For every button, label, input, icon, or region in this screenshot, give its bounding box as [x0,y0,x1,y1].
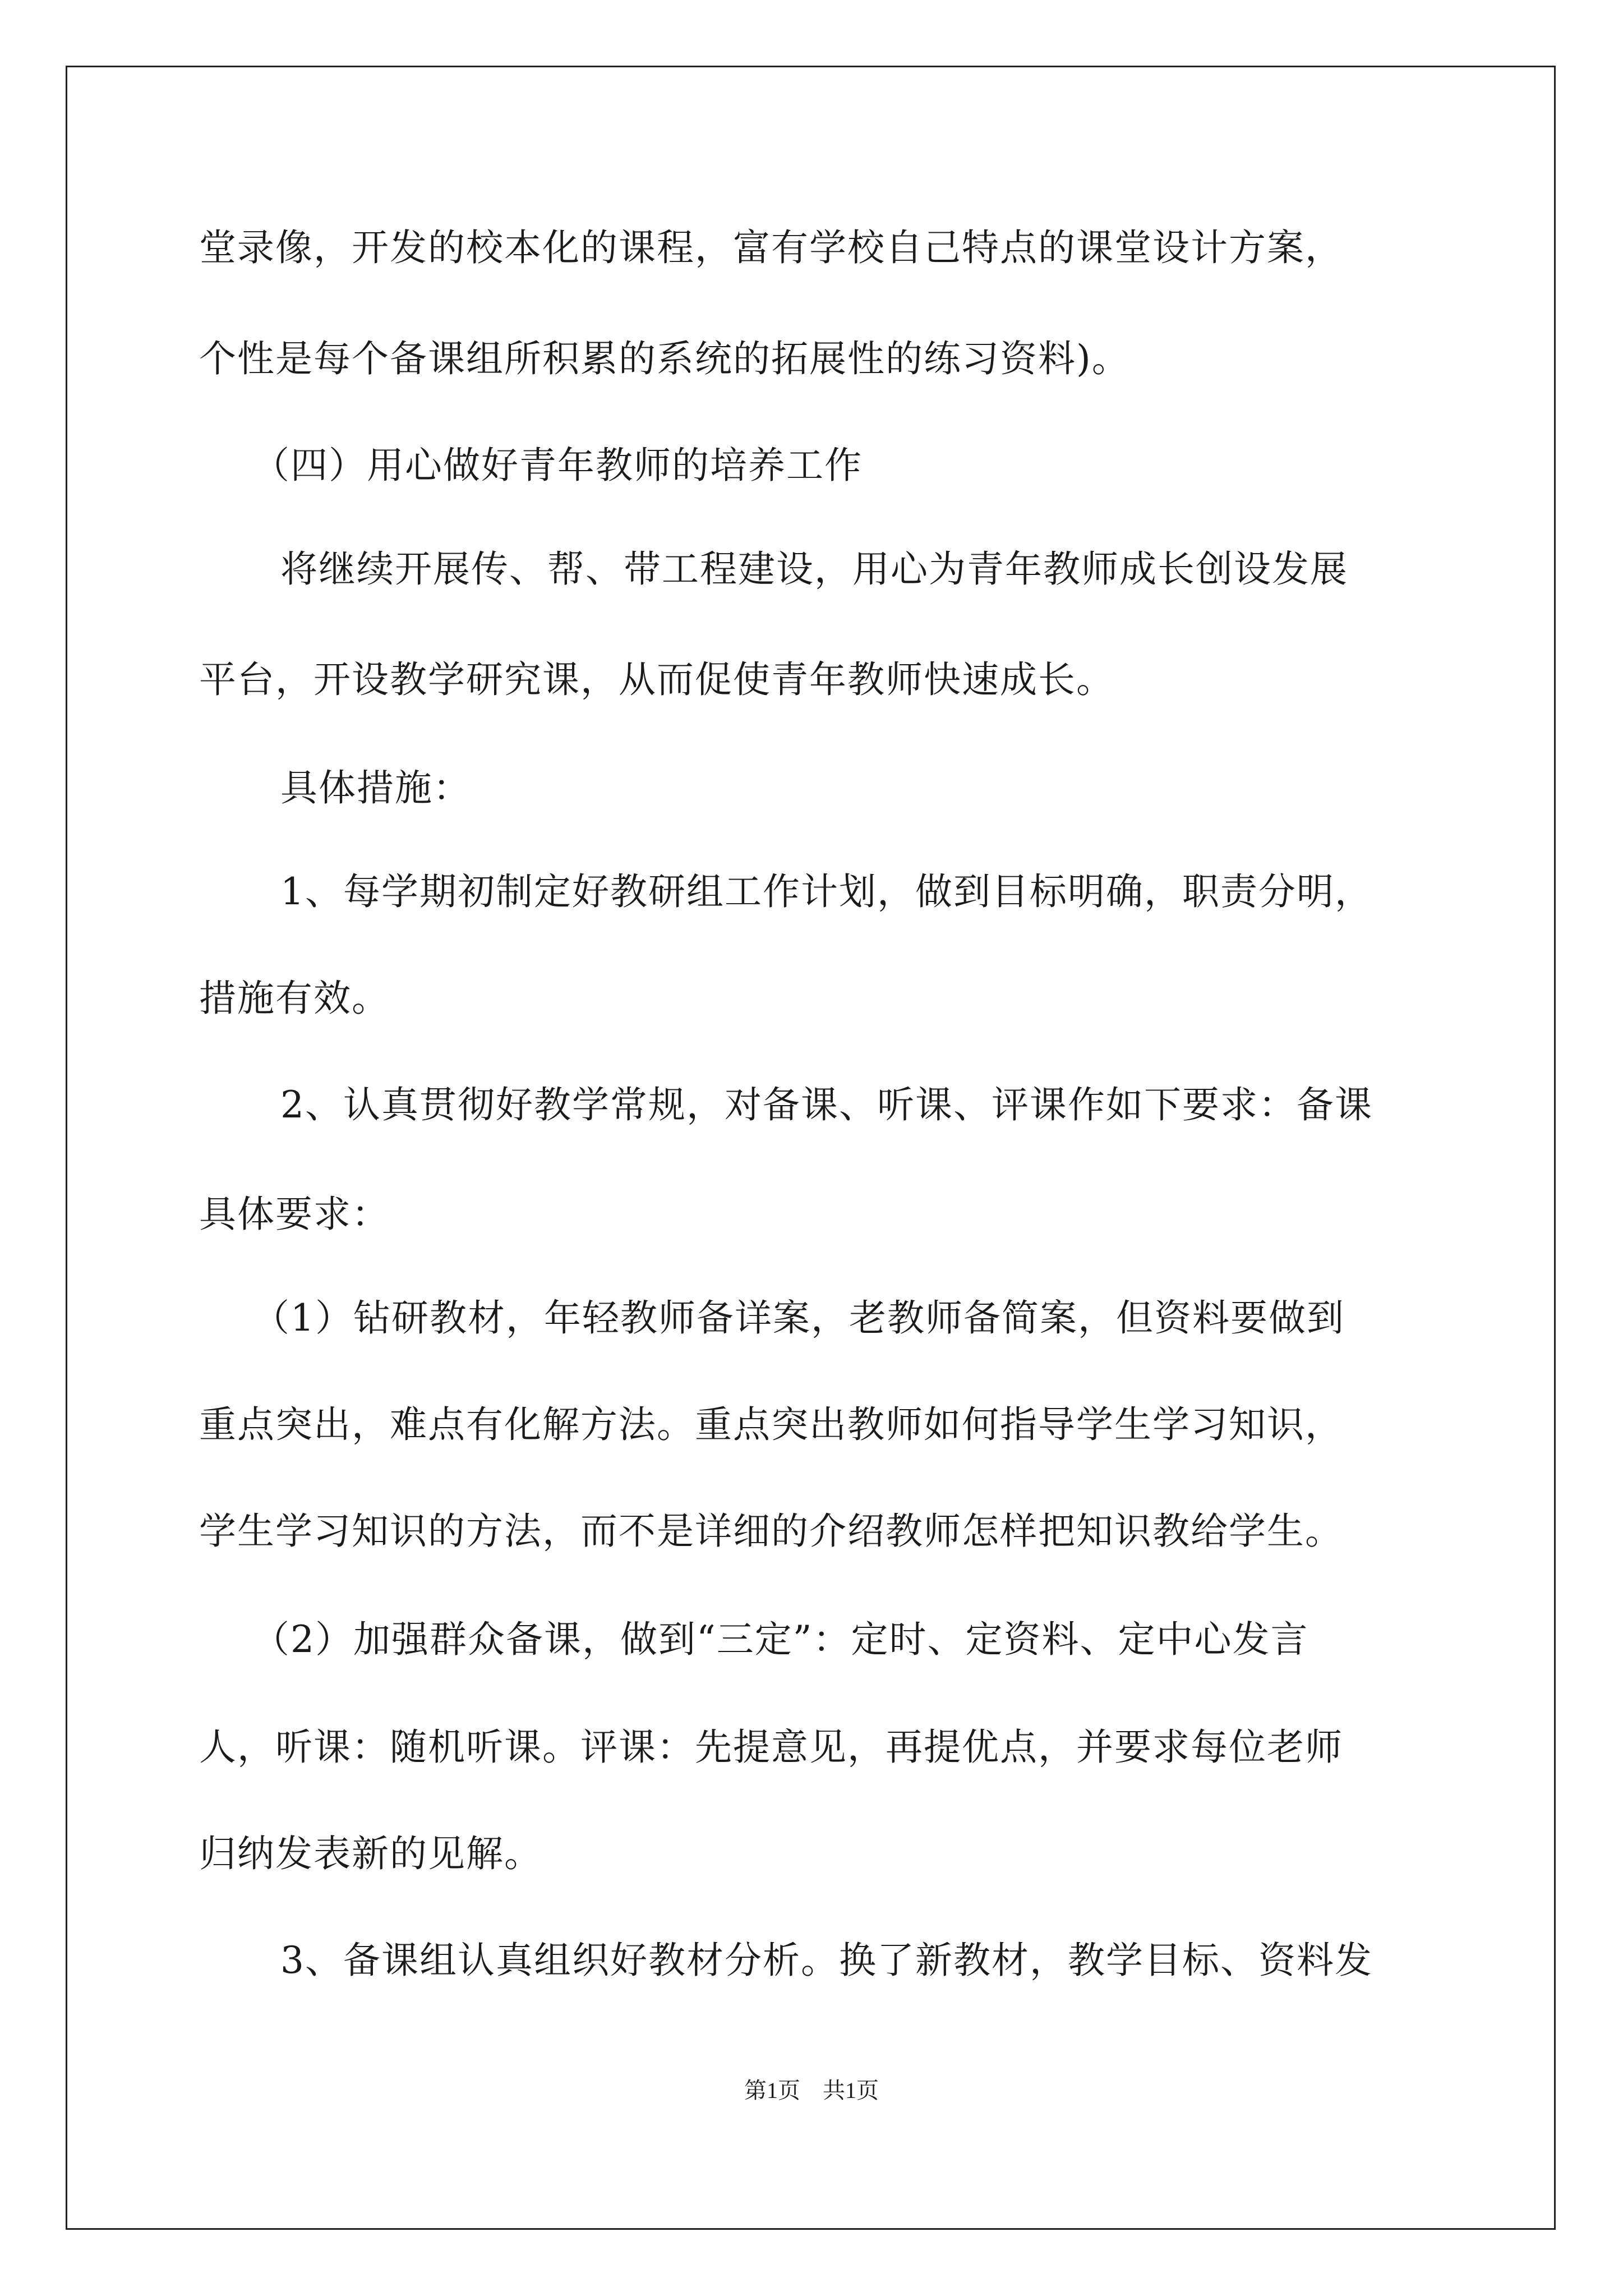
page-border [66,66,1556,2230]
paragraph-line: 将继续开展传、帮、带工程建设，用心为青年教师成长创设发展 [280,547,1348,591]
paragraph-line: 具体措施： [280,766,471,809]
paragraph-line: 平台，开设教学研究课，从而促使青年教师快速成长。 [199,658,1114,701]
page-number: 第1页 共1页 [744,2078,879,2103]
paragraph-line: 3、备课组认真组织好教材分析。换了新教材，教学目标、资料发 [280,1939,1373,1982]
paragraph-line: （1）钻研教材，年轻教师备详案，老教师备简案，但资料要做到 [252,1296,1345,1340]
paragraph-line: 归纳发表新的见解。 [199,1832,542,1875]
paragraph-line: 措施有效。 [199,977,390,1020]
paragraph-line: 个性是每个备课组所积累的系统的拓展性的练习资料)。 [199,337,1130,380]
paragraph-line: 具体要求： [199,1193,390,1236]
paragraph-line: （2）加强群众备课，做到“三定”：定时、定资料、定中心发言 [252,1618,1309,1661]
section-heading: （四）用心做好青年教师的培养工作 [252,444,863,487]
paragraph-line: 堂录像，开发的校本化的课程，富有学校自己特点的课堂设计方案， [199,226,1343,269]
paragraph-line: 人，听课：随机听课。评课：先提意见，再提优点，并要求每位老师 [199,1726,1343,1769]
paragraph-line: 1、每学期初制定好教研组工作计划，做到目标明确，职责分明， [280,870,1373,913]
paragraph-line: 学生学习知识的方法，而不是详细的介绍教师怎样把知识教给学生。 [199,1510,1343,1553]
paragraph-line: 2、认真贯彻好教学常规，对备课、听课、评课作如下要求：备课 [280,1083,1373,1126]
paragraph-line: 重点突出，难点有化解方法。重点突出教师如何指导学生学习知识， [199,1403,1343,1446]
